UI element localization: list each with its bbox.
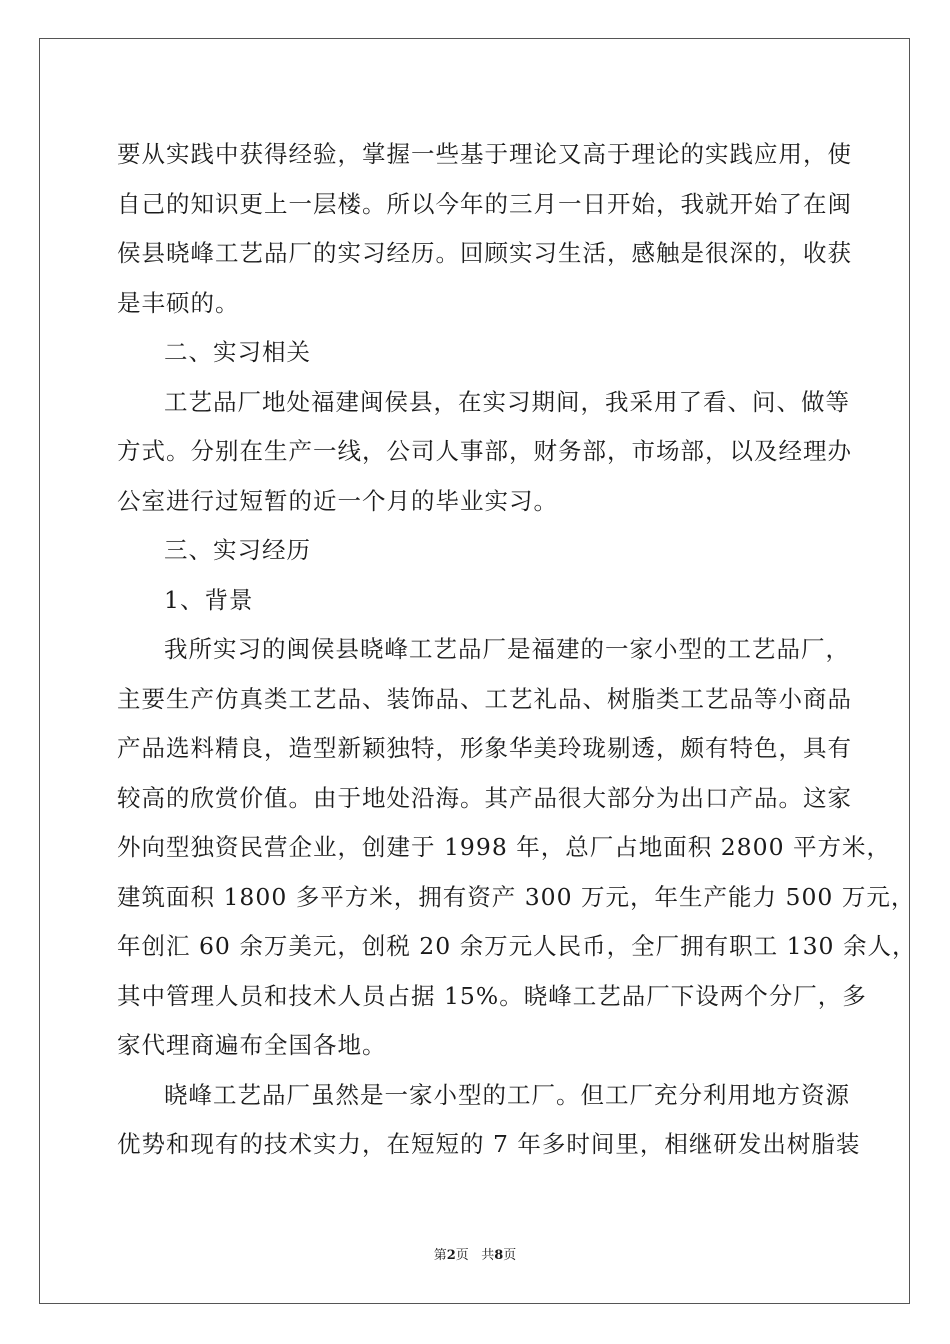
text-line: 自己的知识更上一层楼。所以今年的三月一日开始，我就开始了在闽 bbox=[117, 189, 852, 218]
text-line: 较高的欣赏价值。由于地处沿海。其产品很大部分为出口产品。这家 bbox=[117, 783, 852, 812]
text-line: 晓峰工艺品厂虽然是一家小型的工厂。但工厂充分利用地方资源 bbox=[164, 1080, 850, 1109]
text-line: 工艺品厂地处福建闽侯县，在实习期间，我采用了看、问、做等 bbox=[164, 387, 850, 416]
total-suffix: 页 bbox=[503, 1248, 517, 1263]
text-line: 侯县晓峰工艺品厂的实习经历。回顾实习生活，感触是很深的，收获 bbox=[117, 239, 852, 267]
total-pages: 8 bbox=[494, 1248, 504, 1263]
text-line: 方式。分别在生产一线，公司人事部，财务部，市场部，以及经理办 bbox=[117, 437, 852, 465]
page-prefix: 第 bbox=[433, 1248, 447, 1263]
text-line: 年创汇 60 余万美元，创税 20 余万元人民币，全厂拥有职工 130 余人， bbox=[117, 932, 917, 960]
text-line: 其中管理人员和技术人员占据 15%。晓峰工艺品厂下设两个分厂，多 bbox=[117, 981, 867, 1010]
text-line: 我所实习的闽侯县晓峰工艺品厂是福建的一家小型的工艺品厂， bbox=[164, 635, 850, 663]
page-suffix: 页 bbox=[455, 1248, 469, 1263]
text-line: 要从实践中获得经验，掌握一些基于理论又高于理论的实践应用，使 bbox=[117, 140, 852, 168]
text-line: 优势和现有的技术实力，在短短的 7 年多时间里，相继研发出树脂装 bbox=[117, 1130, 861, 1158]
document-body bbox=[117, 130, 917, 1170]
page-footer bbox=[0, 1244, 950, 1263]
section-heading: 二、实习相关 bbox=[164, 338, 311, 366]
total-prefix: 共 bbox=[481, 1248, 495, 1263]
text-line: 外向型独资民营企业，创建于 1998 年，总厂占地面积 2800 平方米， bbox=[117, 833, 891, 861]
text-line: 家代理商遍布全国各地。 bbox=[117, 1031, 387, 1059]
page-number: 2 bbox=[446, 1248, 456, 1263]
text-line: 建筑面积 1800 多平方米，拥有资产 300 万元，年生产能力 500 万元， bbox=[117, 882, 916, 911]
subsection-heading: 1、背景 bbox=[164, 585, 254, 614]
text-line: 公室进行过短暂的近一个月的毕业实习。 bbox=[117, 486, 558, 515]
section-heading: 三、实习经历 bbox=[164, 536, 311, 564]
text-line: 产品选料精良，造型新颖独特，形象华美玲珑剔透，颇有特色，具有 bbox=[117, 734, 852, 762]
text-line: 主要生产仿真类工艺品、装饰品、工艺礼品、树脂类工艺品等小商品 bbox=[117, 684, 852, 713]
text-line: 是丰硕的。 bbox=[117, 288, 240, 317]
